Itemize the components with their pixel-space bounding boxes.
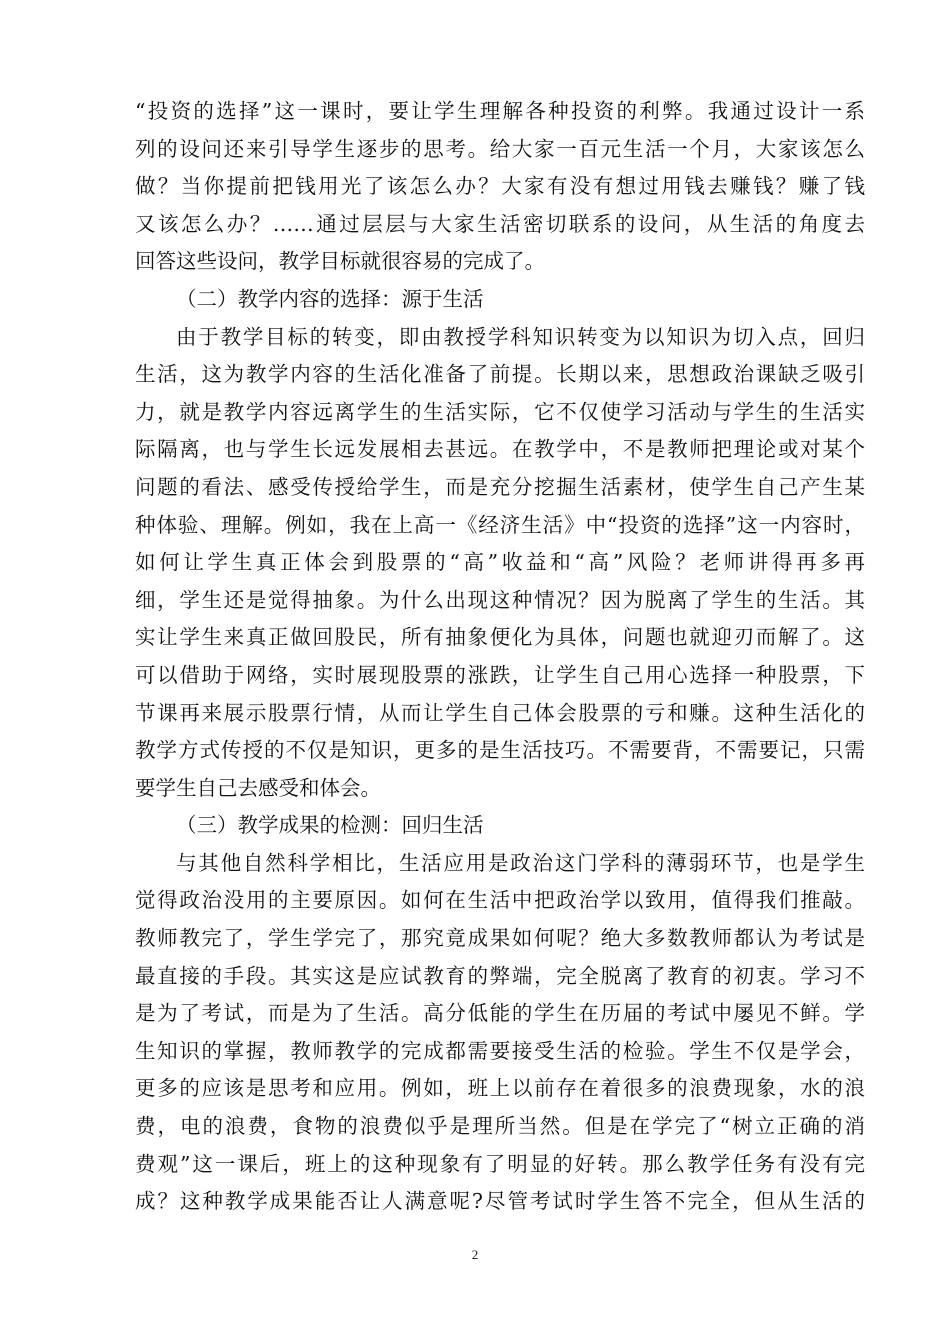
text-line: 列的设问还来引导学生逐步的思考。给大家一百元生活一个月，大家该怎么 [135,136,865,161]
text-line: 问题的看法、感受传授给学生，而是充分挖掘生活素材，使学生自己产生某 [135,474,865,499]
text-line: 生活，这为教学内容的生活化准备了前提。长期以来，思想政治课缺乏吸引 [135,362,865,387]
text-line: 要学生自己去感受和体会。 [135,775,381,800]
text-line: 成？这种教学成果能否让人满意呢?尽管考试时学生答不完全，但从生活的 [135,1189,865,1214]
text-line: 力，就是教学内容远离学生的生活实际，它不仅使学习活动与学生的生活实 [135,399,865,424]
text-line: 最直接的手段。其实这是应试教育的弊端，完全脱离了教育的初衷。学习不 [135,963,865,988]
text-line: 由于教学目标的转变，即由教授学科知识转变为以知识为切入点，回归 [176,324,865,349]
text-line: 更多的应该是思考和应用。例如，班上以前存在着很多的浪费现象，水的浪 [135,1076,865,1101]
body-text [135,93,865,1221]
text-line: （三）教学成果的检测：回归生活 [176,813,484,838]
text-line: 费观”这一课后，班上的这种现象有了明显的好转。那么教学任务有没有完 [135,1151,865,1176]
text-line: 做？当你提前把钱用光了该怎么办？大家有没有想过用钱去赚钱？赚了钱 [135,174,865,199]
text-line: 回答这些设问，教学目标就很容易的完成了。 [135,249,545,274]
text-line: 种体验、理解。例如，我在上高一《经济生活》中“投资的选择”这一内容时， [135,512,865,537]
text-line: 教师教完了，学生学完了，那究竟成果如何呢？绝大多数教师都认为考试是 [135,926,865,951]
text-line: 细，学生还是觉得抽象。为什么出现这种情况？因为脱离了学生的生活。其 [135,587,865,612]
text-line: 节课再来展示股票行情，从而让学生自己体会股票的亏和赚。这种生活化的 [135,700,865,725]
text-line: 可以借助于网络，实时展现股票的涨跌，让学生自己用心选择一种股票，下 [135,662,865,687]
text-line: 与其他自然科学相比，生活应用是政治这门学科的薄弱环节，也是学生 [176,850,865,875]
text-line: 觉得政治没用的主要原因。如何在生活中把政治学以致用，值得我们推敲。 [135,888,865,913]
text-line: 教学方式传授的不仅是知识，更多的是生活技巧。不需要背，不需要记，只需 [135,738,865,763]
text-line: 费，电的浪费，食物的浪费似乎是理所当然。但是在学完了“树立正确的消 [135,1114,865,1139]
text-line: 际隔离，也与学生长远发展相去甚远。在教学中，不是教师把理论或对某个 [135,437,865,462]
text-line: 又该怎么办？……通过层层与大家生活密切联系的设问，从生活的角度去 [135,211,865,236]
page-number: 2 [471,1247,479,1262]
text-line: （二）教学内容的选择：源于生活 [176,286,484,311]
text-line: 生知识的掌握，教师教学的完成都需要接受生活的检验。学生不仅是学会， [135,1038,865,1063]
text-line: 是为了考试，而是为了生活。高分低能的学生在历届的考试中屡见不鲜。学 [135,1001,865,1026]
text-line: 实让学生来真正做回股民，所有抽象便化为具体，问题也就迎刃而解了。这 [135,625,865,650]
text-line: 如何让学生真正体会到股票的“高”收益和“高”风险？老师讲得再多再 [135,550,865,575]
text-line: “投资的选择”这一课时，要让学生理解各种投资的利弊。我通过设计一系 [135,99,865,123]
